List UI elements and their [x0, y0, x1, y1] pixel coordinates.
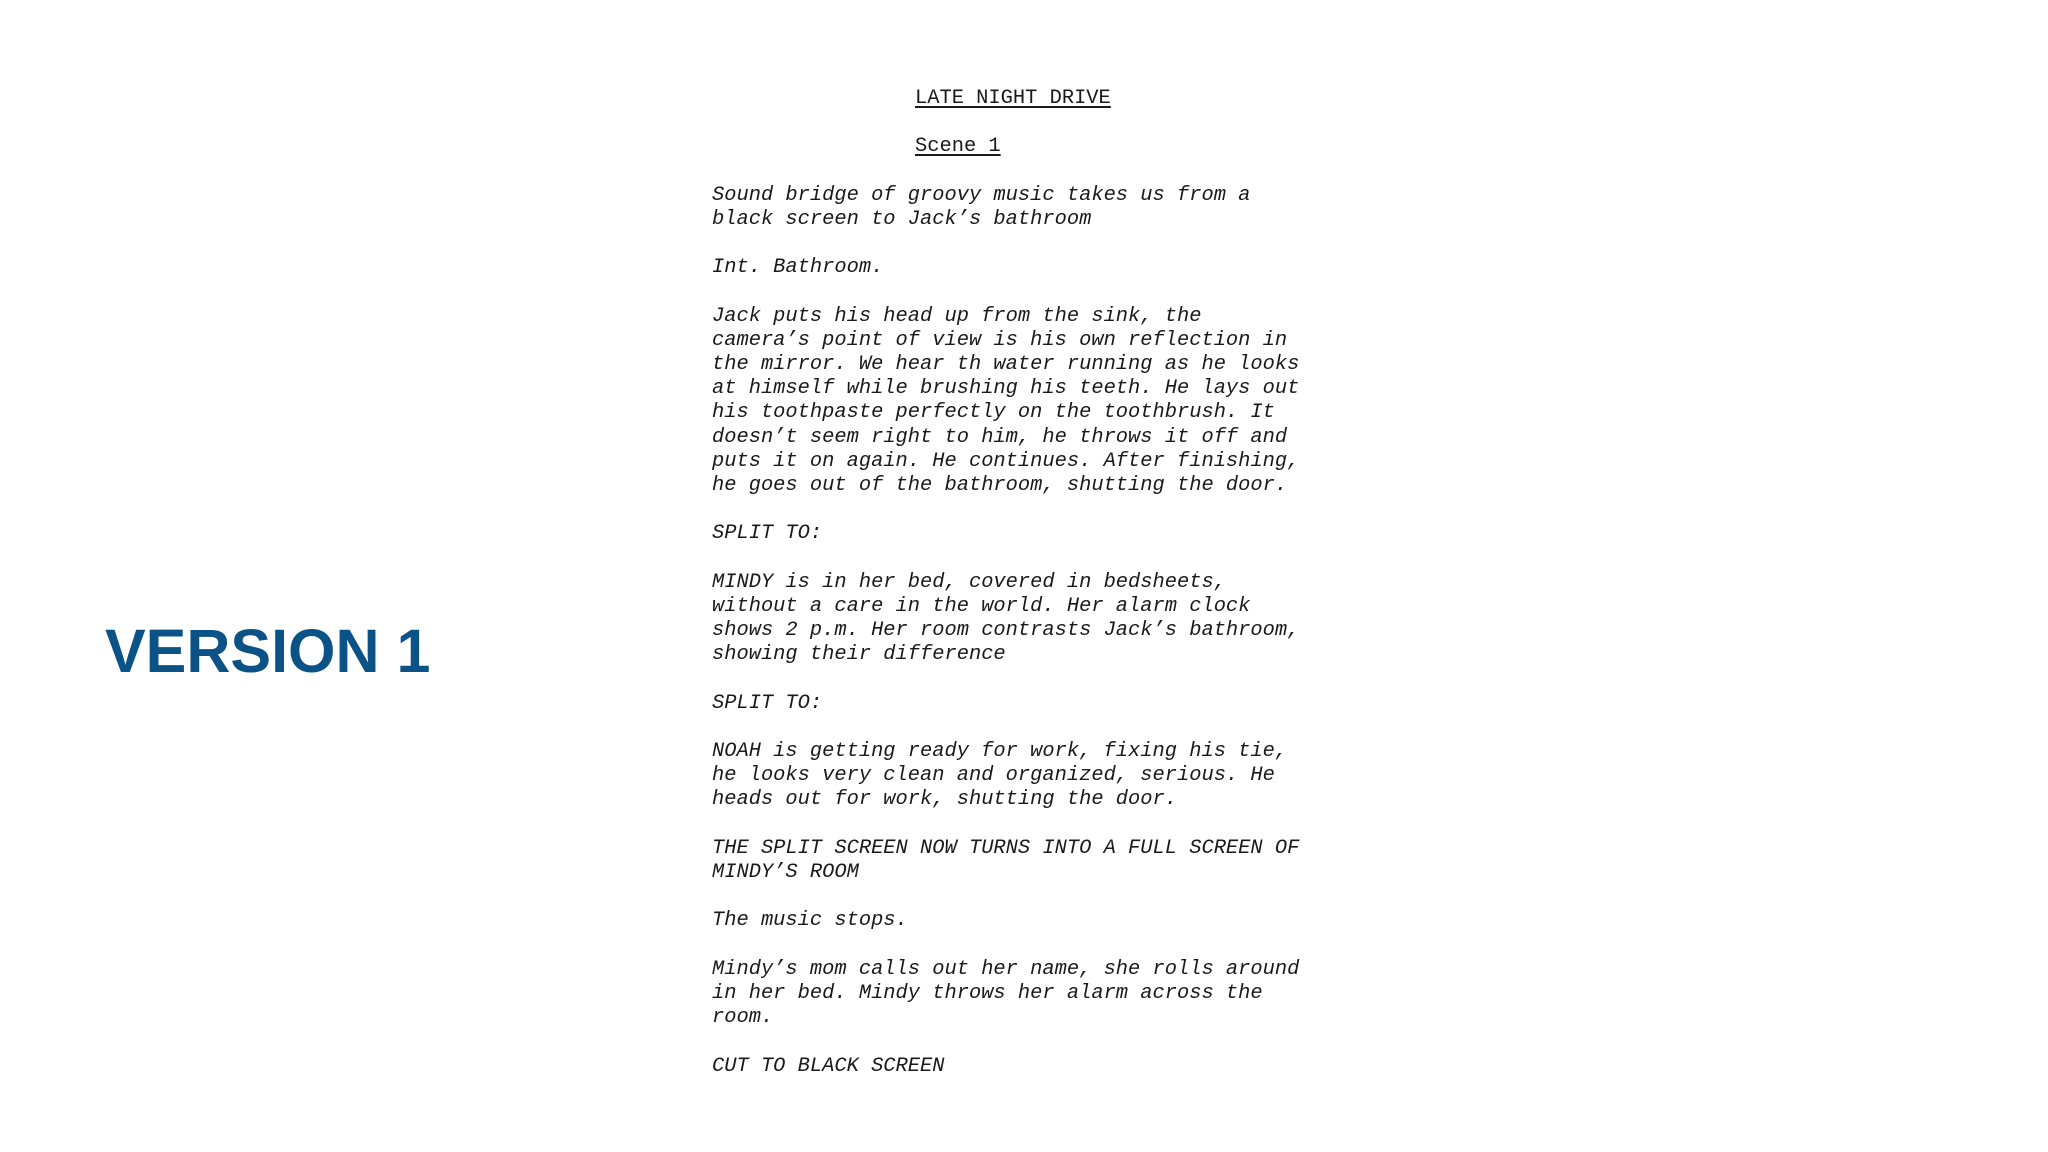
screenplay-paragraph [712, 909, 1412, 933]
screenplay-body [712, 184, 1412, 1079]
screenplay-page [712, 87, 1412, 1079]
screenplay-line: heads out for work, shutting the door. [712, 788, 1177, 812]
screenplay-paragraph [712, 692, 1412, 716]
screenplay-line: Sound bridge of groovy music takes us from a [712, 183, 1251, 207]
screenplay-paragraph [712, 1055, 1412, 1079]
screenplay-line: in her bed. Mindy throws her alarm across the [712, 981, 1263, 1005]
screenplay-line: The music stops. [712, 909, 908, 933]
screenplay-line: without a care in the world. Her alarm clock [712, 594, 1251, 618]
screenplay-line: Int. Bathroom. [712, 256, 884, 280]
screenplay-title: LATE NIGHT DRIVE [915, 87, 1111, 110]
screenplay-paragraph [712, 522, 1412, 546]
screenplay-paragraph [712, 305, 1412, 499]
screenplay-line: Mindy’s mom calls out her name, she rolls around [712, 957, 1300, 981]
screenplay-line: MINDY is in her bed, covered in bedsheets, [712, 570, 1226, 594]
screenplay-line: he goes out of the bathroom, shutting the door. [712, 474, 1288, 497]
screenplay-line: room. [712, 1006, 774, 1030]
scene-heading: Scene 1 [915, 135, 1001, 159]
screenplay-line: SPLIT TO: [712, 691, 823, 715]
screenplay-paragraph [712, 958, 1412, 1031]
screenplay-line: NOAH is getting ready for work, fixing his tie, [712, 740, 1288, 764]
screenplay-paragraph [712, 184, 1412, 232]
screenplay-line: THE SPLIT SCREEN NOW TURNS INTO A FULL SCREEN OF [712, 836, 1300, 860]
screenplay-line: Jack puts his head up from the sink, the [712, 304, 1202, 328]
screenplay-line: at himself while brushing his teeth. He lays out [712, 377, 1300, 401]
screenplay-line: black screen to Jack’s bathroom [712, 207, 1092, 231]
screenplay-line: MINDY’S ROOM [712, 861, 859, 884]
screenplay-line: doesn’t seem right to him, he throws it off and [712, 425, 1288, 449]
screenplay-line: SPLIT TO: [712, 522, 823, 546]
screenplay-line: showing their difference [712, 643, 1006, 667]
screenplay-paragraph [712, 256, 1412, 280]
screenplay-line: camera’s point of view is his own reflection in [712, 328, 1288, 352]
screenplay-paragraph [712, 837, 1412, 885]
screenplay-line: he looks very clean and organized, serious. He [712, 764, 1275, 788]
screenplay-line: his toothpaste perfectly on the toothbrush. It [712, 401, 1275, 425]
screenplay-paragraph [712, 740, 1412, 813]
screenplay-line: puts it on again. He continues. After finishing, [712, 449, 1300, 473]
screenplay-line: the mirror. We hear th water running as he looks [712, 353, 1300, 377]
screenplay-line: CUT TO BLACK SCREEN [712, 1054, 945, 1078]
screenplay-paragraph [712, 571, 1412, 668]
version-label: VERSION 1 [105, 617, 431, 685]
screenplay-line: shows 2 p.m. Her room contrasts Jack’s bathroom, [712, 619, 1300, 643]
